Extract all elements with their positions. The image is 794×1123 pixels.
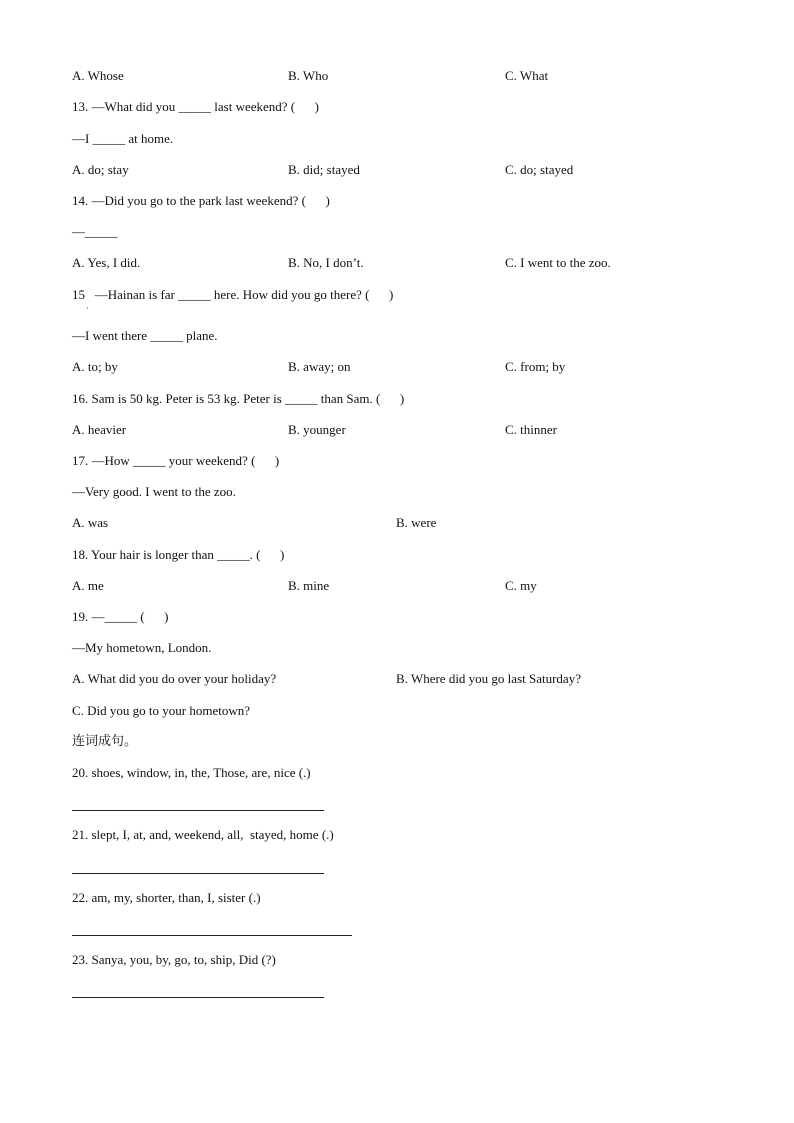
q15-option-c: C. from; by <box>505 359 566 374</box>
q19-option-b: B. Where did you go last Saturday? <box>396 671 581 686</box>
q18-option-c: C. my <box>505 578 537 593</box>
q12-option-c: C. What <box>505 68 549 83</box>
q16-option-c: C. thinner <box>505 422 557 437</box>
section-heading: 连词成句。 <box>72 734 138 749</box>
q19-question: 19. —_____ ( ) <box>72 609 169 624</box>
q14-question: 14. —Did you go to the park last weekend? ( ) <box>72 193 330 208</box>
q23-answer-line[interactable] <box>72 997 324 998</box>
q15-dot: · <box>86 304 89 313</box>
q19-option-a: A. What did you do over your holiday? <box>72 671 277 686</box>
q18-option-b: B. mine <box>288 578 330 593</box>
q16-question: 16. Sam is 50 kg. Peter is 53 kg. Peter is _____ than Sam. ( ) <box>72 391 405 406</box>
q14-option-c: C. I went to the zoo. <box>505 255 611 270</box>
q15-question: 15 —Hainan is far _____ here. How did you go there? ( ) <box>72 287 394 302</box>
q20-prompt: 20. shoes, window, in, the, Those, are, nice (.) <box>72 765 311 780</box>
q22-answer-line[interactable] <box>72 935 352 936</box>
q23-prompt: 23. Sanya, you, by, go, to, ship, Did (?) <box>72 952 276 967</box>
q12-option-b: B. Who <box>288 68 329 83</box>
q13-option-a: A. do; stay <box>72 162 129 177</box>
q12-option-a: A. Whose <box>72 68 124 83</box>
q22-prompt: 22. am, my, shorter, than, I, sister (.) <box>72 890 261 905</box>
q20-answer-line[interactable] <box>72 810 324 811</box>
q17-reply: —Very good. I went to the zoo. <box>72 484 236 499</box>
q17-option-a: A. was <box>72 515 109 530</box>
q15-option-a: A. to; by <box>72 359 118 374</box>
q13-option-c: C. do; stayed <box>505 162 574 177</box>
q18-question: 18. Your hair is longer than _____. ( ) <box>72 547 285 562</box>
q15-reply: —I went there _____ plane. <box>72 328 218 343</box>
q13-question: 13. —What did you _____ last weekend? ( ) <box>72 99 319 114</box>
q17-question: 17. —How _____ your weekend? ( ) <box>72 453 280 468</box>
q18-option-a: A. me <box>72 578 104 593</box>
q14-option-a: A. Yes, I did. <box>72 255 141 270</box>
q19-reply: —My hometown, London. <box>72 640 212 655</box>
q15-option-b: B. away; on <box>288 359 351 374</box>
q13-reply: —I _____ at home. <box>72 131 174 146</box>
q17-option-b: B. were <box>396 515 437 530</box>
q14-reply: —_____ <box>72 224 118 239</box>
q14-option-b: B. No, I don’t. <box>288 255 364 270</box>
q16-option-b: B. younger <box>288 422 346 437</box>
q19-option-c: C. Did you go to your hometown? <box>72 703 251 718</box>
q21-prompt: 21. slept, I, at, and, weekend, all, stayed, home (.) <box>72 827 334 842</box>
q21-answer-line[interactable] <box>72 873 324 874</box>
q16-option-a: A. heavier <box>72 422 127 437</box>
q13-option-b: B. did; stayed <box>288 162 360 177</box>
